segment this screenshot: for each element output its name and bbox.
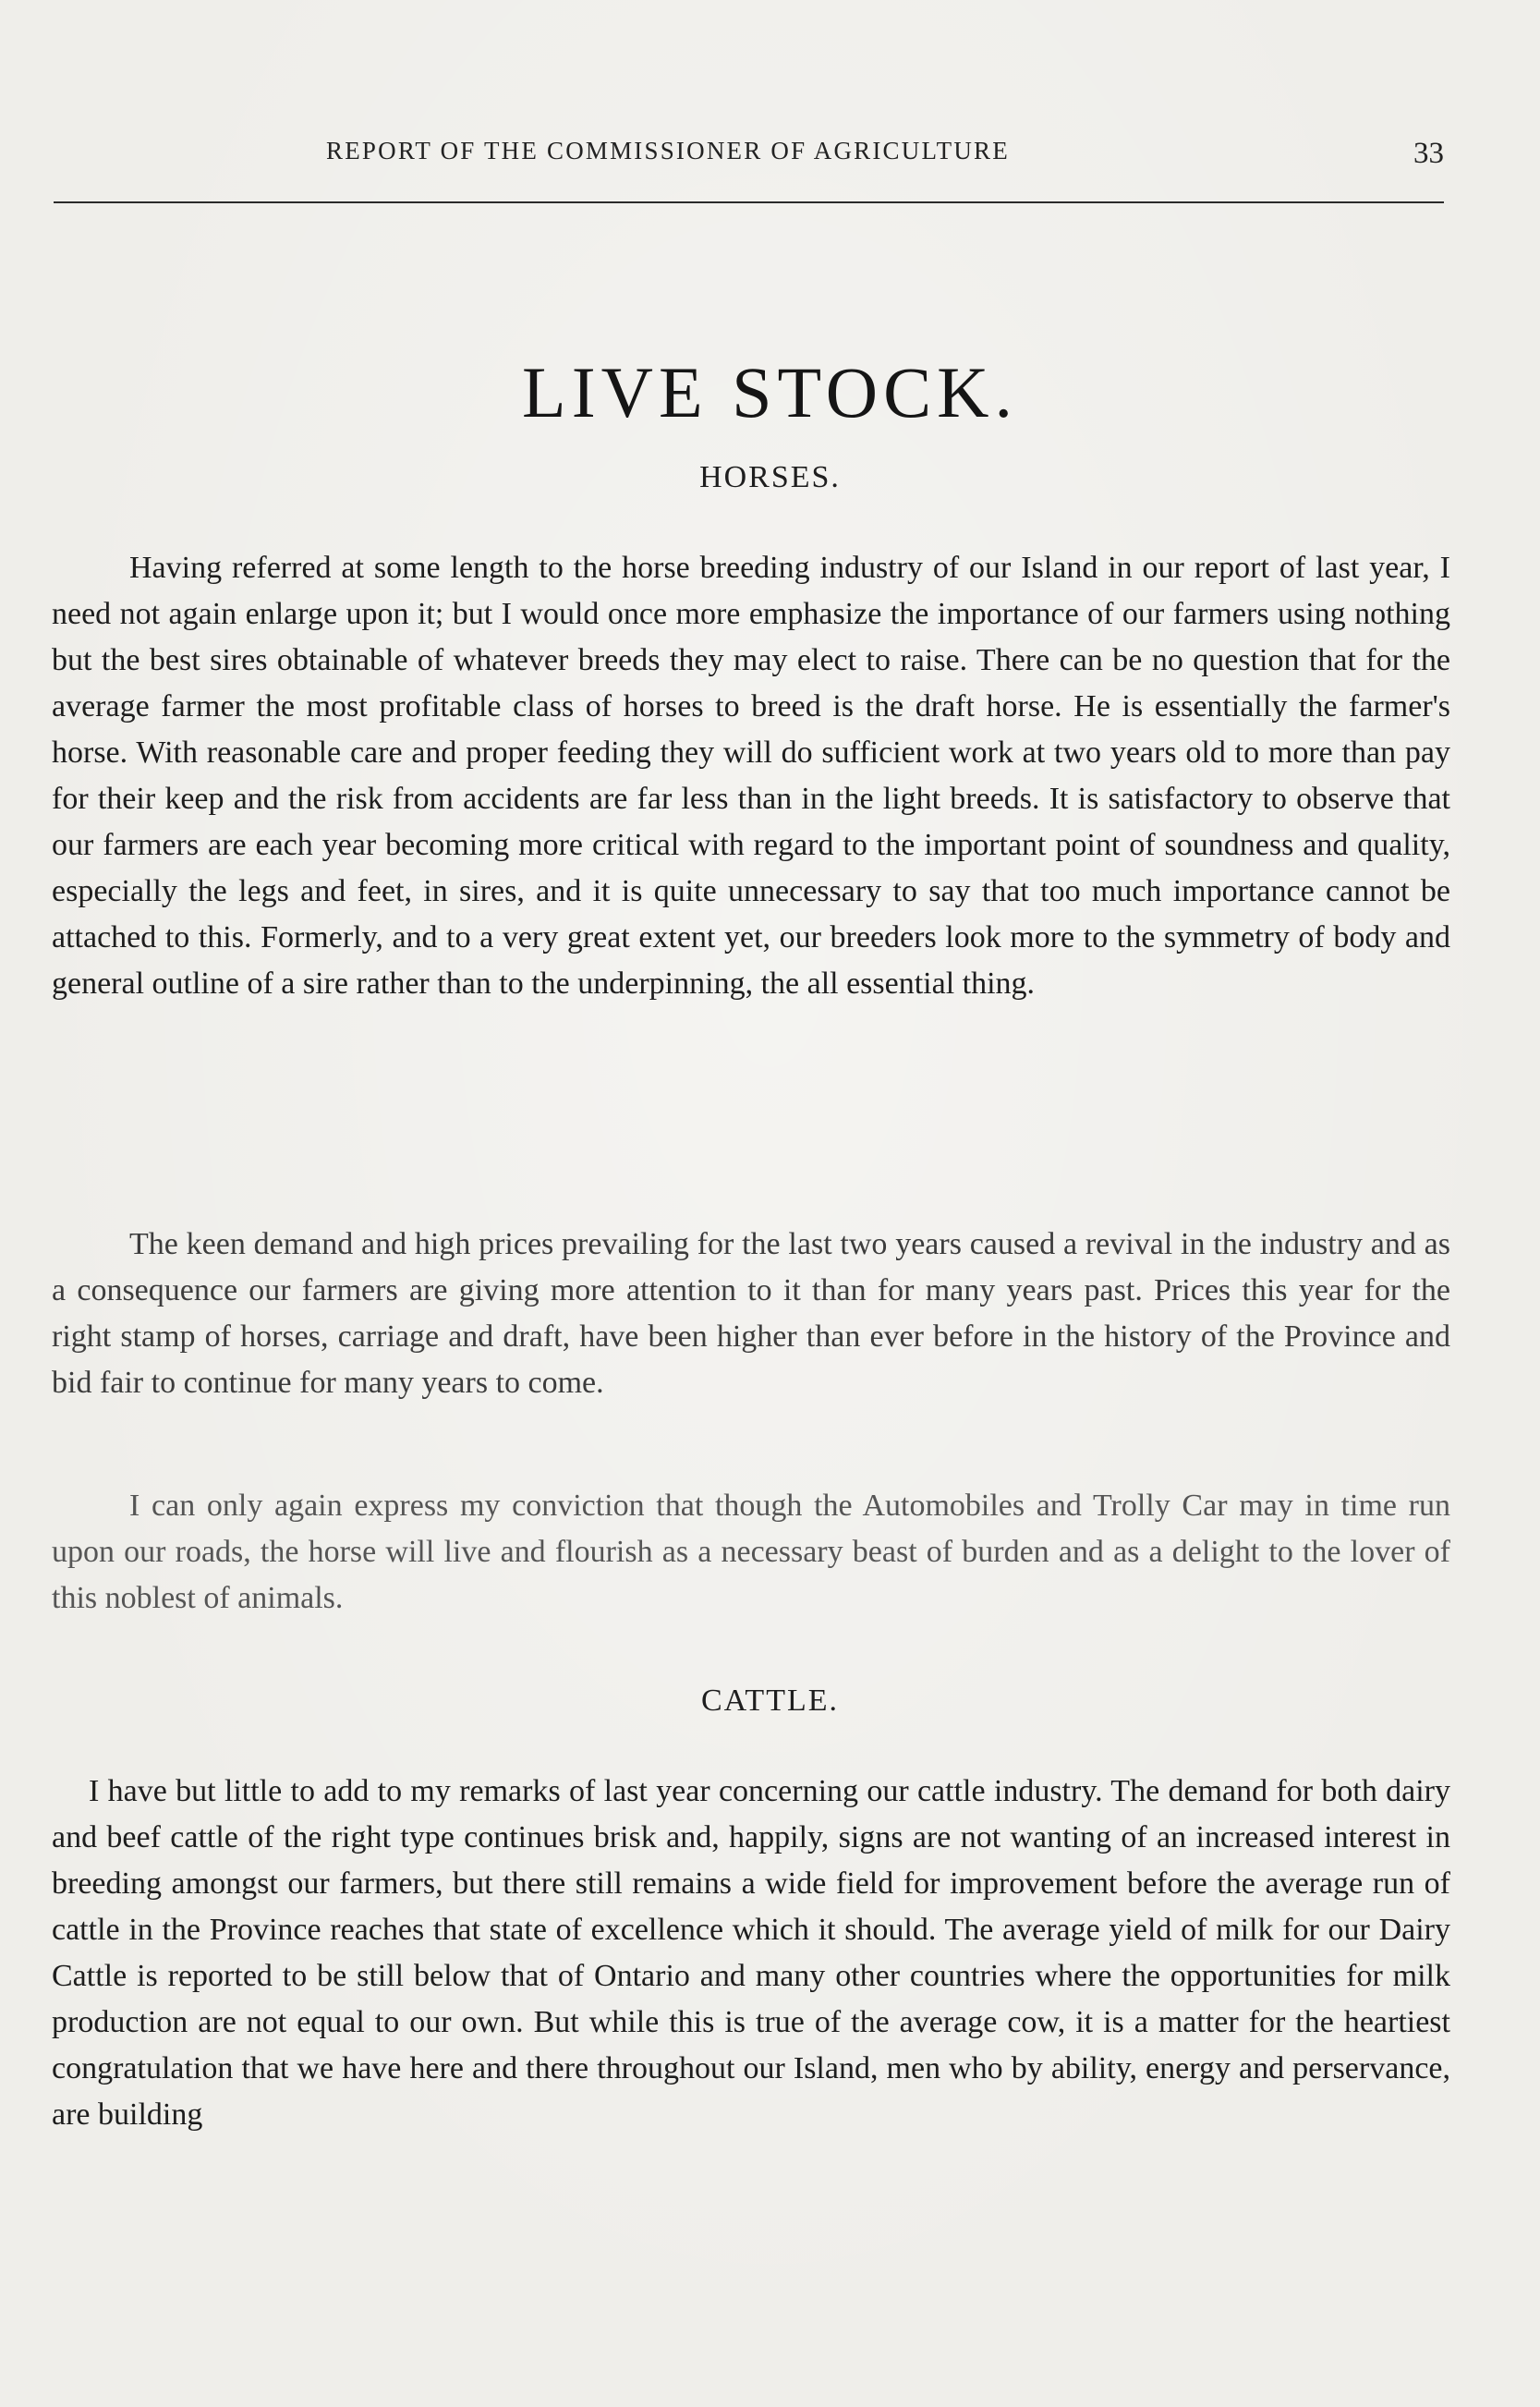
paragraph-cattle-1: I have but little to add to my remarks of last year concerning our cattle industry. The demand for both dairy and beef cattle of the right type continues brisk and, happily, signs are not wanting of an increased interest in breeding amongst our farmers, but there still remains a wide field for improvement before the average run of cattle in the Province reaches that state of excellence which it should. The average yield of milk for our Dairy Cattle is reported to be still below that of Ontario and many other countries where the opportunities for milk production are not equal to our own. But while this is true of the average cow, it is a matter for the heartiest congratulation that we have here and there throughout our Island, men who by ability, energy and perservance, are building [52,1774,1450,2132]
paragraph-horses-1: Having referred at some length to the horse breeding industry of our Island in our report of last year, I need not again enlarge upon it; but I would once more emphasize the importance of our farmers using nothing but the best sires obtainable of whatever breeds they may elect to raise. There can be no question that for the average farmer the most profitable class of horses to breed is the draft horse. He is essentially the farmer's horse. With reasonable care and proper feeding they will do sufficient work at two years old to more than pay for their keep and the risk from accidents are far less than in the light breeds. It is satisfactory to observe that our farmers are each year becoming more critical with regard to the important point of soundness and quality, especially the legs and feet, in sires, and it is quite unnecessary to say that too much importance cannot be attached to this. Formerly, and to a very great extent yet, our breeders look more to the symmetry of body and general outline of a sire rather than to the underpinning, the all essential thing. [52,551,1450,1001]
page-number: 33 [1413,137,1444,170]
section-heading-cattle: CATTLE. [700,1684,840,1718]
paragraph-horses-2: The keen demand and high prices prevailing for the last two years caused a revival in the industry and as a consequence our farmers are giving more attention to it than for many years past. Prices this year for the right stamp of horses, carriage and draft, have been higher than ever before in the history of the Province and bid fair to continue for many years to come. [52,1227,1450,1400]
running-title: REPORT OF THE COMMISSIONER OF AGRICULTURE [326,137,1010,164]
running-head [54,137,1444,174]
header-rule [54,201,1444,203]
section-heading-horses: HORSES. [699,460,841,494]
main-heading: LIVE STOCK. [522,352,1018,432]
paragraph-horses-3: I can only again express my conviction that though the Automobiles and Trolly Car may in time run upon our roads, the horse will live and flourish as a necessary beast of burden and as a delight to the lover of this noblest of animals. [52,1489,1450,1615]
